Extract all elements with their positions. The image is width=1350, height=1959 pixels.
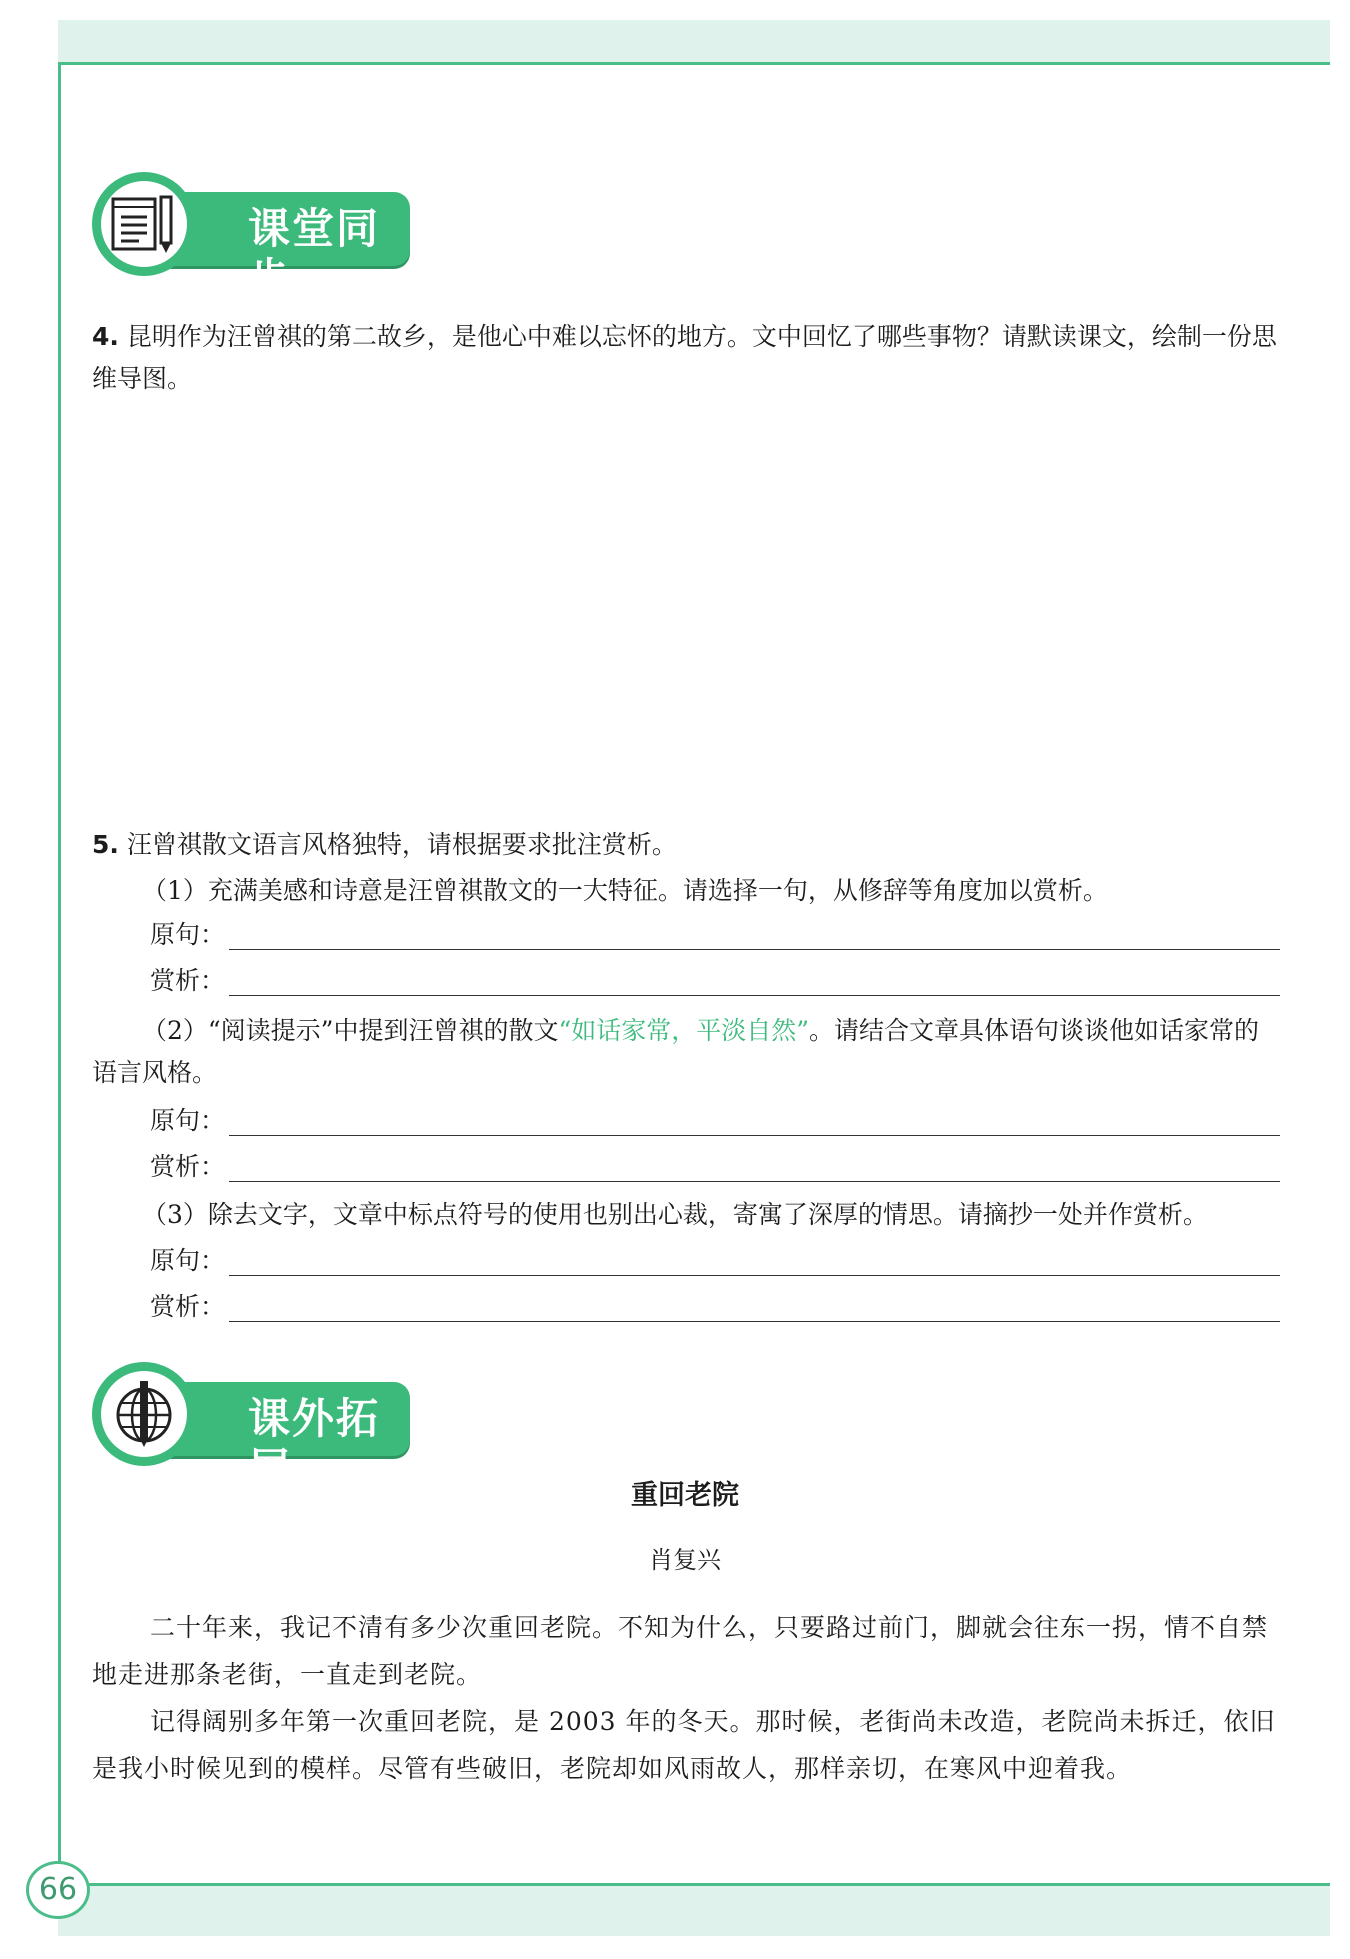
answer-label: 赏析： xyxy=(150,1292,226,1321)
answer-label: 赏析： xyxy=(150,1152,226,1181)
section-title: 课堂同步 xyxy=(248,204,381,303)
highlight-quote: “如话家常，平淡自然” xyxy=(558,1016,810,1045)
answer-row-2-analysis[interactable] xyxy=(150,1146,1280,1188)
article-author: 肖复兴 xyxy=(649,1546,721,1574)
answer-line[interactable] xyxy=(229,1321,1280,1322)
question-text: 昆明作为汪曾祺的第二故乡，是他心中难以忘怀的地方。文中回忆了哪些事物？请默读课文，绘制一份思维导图。 xyxy=(92,322,1277,393)
section-banner-extension xyxy=(92,1362,412,1493)
part-2-text-end: 。请结合文章具体语句谈谈他如话家常的语言风格。 xyxy=(92,1016,1260,1087)
answer-line[interactable] xyxy=(229,1135,1280,1136)
article-paragraph: 记得阔别多年第一次重回老院，是 2003 年的冬天。那时候，老街尚未改造，老院尚未拆迁，依旧是我小时候见到的模样。尽管有些破旧，老院却如风雨故人，那样亲切，在寒风中迎着我。 xyxy=(92,1707,1276,1783)
answer-line[interactable] xyxy=(229,995,1280,996)
article-paragraph: 二十年来，我记不清有多少次重回老院。不知为什么，只要路过前门，脚就会往东一拐，情不自禁地走进那条老街，一直走到老院。 xyxy=(92,1613,1269,1689)
section-banner-classroom xyxy=(92,172,412,303)
answer-row-3-original[interactable] xyxy=(150,1240,1280,1282)
answer-label: 原句： xyxy=(150,1106,226,1135)
section-icon-circle xyxy=(92,172,196,276)
answer-line[interactable] xyxy=(229,1275,1280,1276)
section-icon-circle xyxy=(92,1362,196,1466)
question-5-part-2 xyxy=(92,1010,1282,1094)
question-text: 汪曾祺散文语言风格独特，请根据要求批注赏析。 xyxy=(126,830,677,859)
article-title: 重回老院 xyxy=(631,1480,739,1511)
top-border-line xyxy=(58,62,1330,65)
question-5 xyxy=(92,824,1282,866)
left-border-line xyxy=(58,62,61,1885)
top-color-band xyxy=(58,20,1330,64)
answer-row-2-original[interactable] xyxy=(150,1100,1280,1142)
section-title: 课外拓展 xyxy=(248,1394,381,1493)
answer-row-3-analysis[interactable] xyxy=(150,1286,1280,1328)
part-2-text: （2）“阅读提示”中提到汪曾祺的散文 xyxy=(142,1016,559,1045)
page-number: 66 xyxy=(26,1861,90,1919)
question-4 xyxy=(92,316,1282,400)
answer-line[interactable] xyxy=(229,949,1280,950)
globe-pen-icon xyxy=(109,1379,179,1449)
question-number: 5. xyxy=(92,830,119,859)
question-number: 4. xyxy=(92,322,119,351)
book-pencil-icon xyxy=(109,193,179,255)
answer-label: 原句： xyxy=(150,920,226,949)
answer-row-1-analysis[interactable] xyxy=(150,960,1280,1002)
answer-row-1-original[interactable] xyxy=(150,914,1280,956)
answer-line[interactable] xyxy=(229,1181,1280,1182)
question-5-part-1: （1）充满美感和诗意是汪曾祺散文的一大特征。请选择一句，从修辞等角度加以赏析。 xyxy=(142,876,1108,905)
bottom-color-band xyxy=(58,1886,1330,1936)
answer-label: 赏析： xyxy=(150,966,226,995)
question-5-part-3: （3）除去文字，文章中标点符号的使用也别出心裁，寄寓了深厚的情思。请摘抄一处并作赏析。 xyxy=(142,1200,1208,1229)
answer-label: 原句： xyxy=(150,1246,226,1275)
